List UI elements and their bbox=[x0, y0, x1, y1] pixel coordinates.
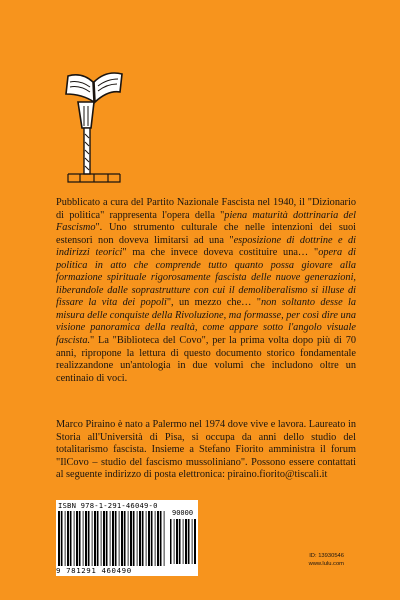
barcode-bar bbox=[128, 511, 129, 566]
barcode-bar bbox=[61, 511, 63, 566]
barcode-bar bbox=[139, 511, 141, 566]
ean-label: 9 781291 460490 bbox=[56, 566, 132, 575]
barcode-bar bbox=[79, 511, 81, 566]
barcode-bar bbox=[130, 511, 132, 566]
barcode-bar bbox=[119, 511, 120, 566]
isbn-barcode bbox=[56, 500, 198, 576]
barcode-bar bbox=[97, 511, 99, 566]
blurb-quote: esposizione di dottrine e di indirizzi teorici bbox=[56, 234, 357, 259]
open-book-emblem-icon bbox=[60, 56, 128, 184]
barcode-bar bbox=[151, 511, 153, 566]
blurb-text: " La "Biblioteca del Covo", per la prima volta dopo più di 70 anni, ripropone la lettura di questo documento storico fondamentale realizzandone un'antologia in due volumi che includono oltre un centinaio di voci. bbox=[56, 335, 356, 384]
blurb-quote: piena maturità dottrinaria del Fascismo bbox=[56, 209, 356, 234]
barcode-bar bbox=[192, 519, 193, 564]
barcode-bar bbox=[124, 511, 126, 566]
blurb-quote: non soltanto desse la misura delle conquiste della Rivoluzione, ma formasse, per così dire una visione panoramica della realtà, come appare sotto l'angolo visuale fascista. bbox=[56, 297, 356, 347]
barcode-bar bbox=[115, 511, 117, 566]
isbn-label: ISBN 978-1-291-46049-0 bbox=[58, 501, 158, 510]
author-bio: Marco Piraino è nato a Palermo nel 1974 dove vive e lavora. Laureato in Storia all'Università di Pisa, si occupa da anni dello studio del totalitarismo fascista. Insieme a Stefano Fiorito amministra il forum "IlCovo – studio del fascismo mussoliniano". Possono essere contattati al seguente indirizzo di posta elettronica: piraino.fiorito@tiscali.it bbox=[56, 419, 356, 481]
barcode-bar bbox=[65, 511, 66, 566]
barcode-bar bbox=[112, 511, 114, 566]
barcode-bar bbox=[133, 511, 135, 566]
barcode-bar bbox=[194, 519, 196, 564]
publisher-url: www.lulu.com bbox=[308, 561, 344, 567]
barcode-bar bbox=[185, 519, 187, 564]
barcode-bar bbox=[58, 511, 60, 566]
barcode-bar bbox=[74, 511, 75, 566]
price-barcode-bars bbox=[170, 519, 196, 564]
barcode-bar bbox=[110, 511, 111, 566]
barcode-bar bbox=[155, 511, 156, 566]
barcode-bar bbox=[142, 511, 144, 566]
barcode-bar bbox=[160, 511, 162, 566]
barcode-bar bbox=[170, 519, 172, 564]
barcode-bar bbox=[179, 519, 181, 564]
blurb-text: " ma che invece doveva costituire una… " bbox=[122, 247, 319, 259]
barcode-bar bbox=[88, 511, 90, 566]
barcode-bar bbox=[101, 511, 102, 566]
barcode-bar bbox=[83, 511, 84, 566]
blurb-text: ". Uno strumento culturale che nelle intenzioni dei suoi estensori non doveva limitarsi ad una " bbox=[56, 222, 356, 246]
publisher-info bbox=[309, 552, 344, 568]
barcode-bar bbox=[164, 511, 165, 566]
barcode-bar bbox=[176, 519, 178, 564]
barcode-bar bbox=[148, 511, 150, 566]
publisher-id: ID: 13930546 bbox=[309, 553, 344, 559]
book-description bbox=[56, 197, 356, 385]
barcode-bar bbox=[67, 511, 69, 566]
barcode-bar bbox=[146, 511, 147, 566]
barcode-bar bbox=[188, 519, 190, 564]
barcode-bar bbox=[157, 511, 159, 566]
blurb-quote: opera di politica in atto che comprende tutto quanto possa giovare alla formazione spirituale rigorosamente fascista delle nuove generazioni, liberandole dalle soprastrutture con cui il demoliberalismo si illuse di fissare la vita dei popoli bbox=[56, 247, 356, 309]
barcode-bar bbox=[121, 511, 123, 566]
barcode-bar bbox=[70, 511, 72, 566]
barcode-bar bbox=[94, 511, 96, 566]
barcode-bars bbox=[58, 511, 166, 566]
barcode-bar bbox=[183, 519, 184, 564]
barcode-bar bbox=[137, 511, 138, 566]
blurb-text: Pubblicato a cura del Partito Nazionale Fascista nel 1940, il "Dizionario di politica" rappresenta l'opera della " bbox=[56, 197, 356, 221]
price-code: 90000 bbox=[172, 509, 194, 517]
blurb-text: ", un mezzo che… " bbox=[166, 297, 261, 309]
barcode-bar bbox=[85, 511, 87, 566]
barcode-bar bbox=[174, 519, 175, 564]
barcode-bar bbox=[103, 511, 105, 566]
barcode-bar bbox=[106, 511, 108, 566]
barcode-bar bbox=[92, 511, 93, 566]
barcode-bar bbox=[76, 511, 78, 566]
